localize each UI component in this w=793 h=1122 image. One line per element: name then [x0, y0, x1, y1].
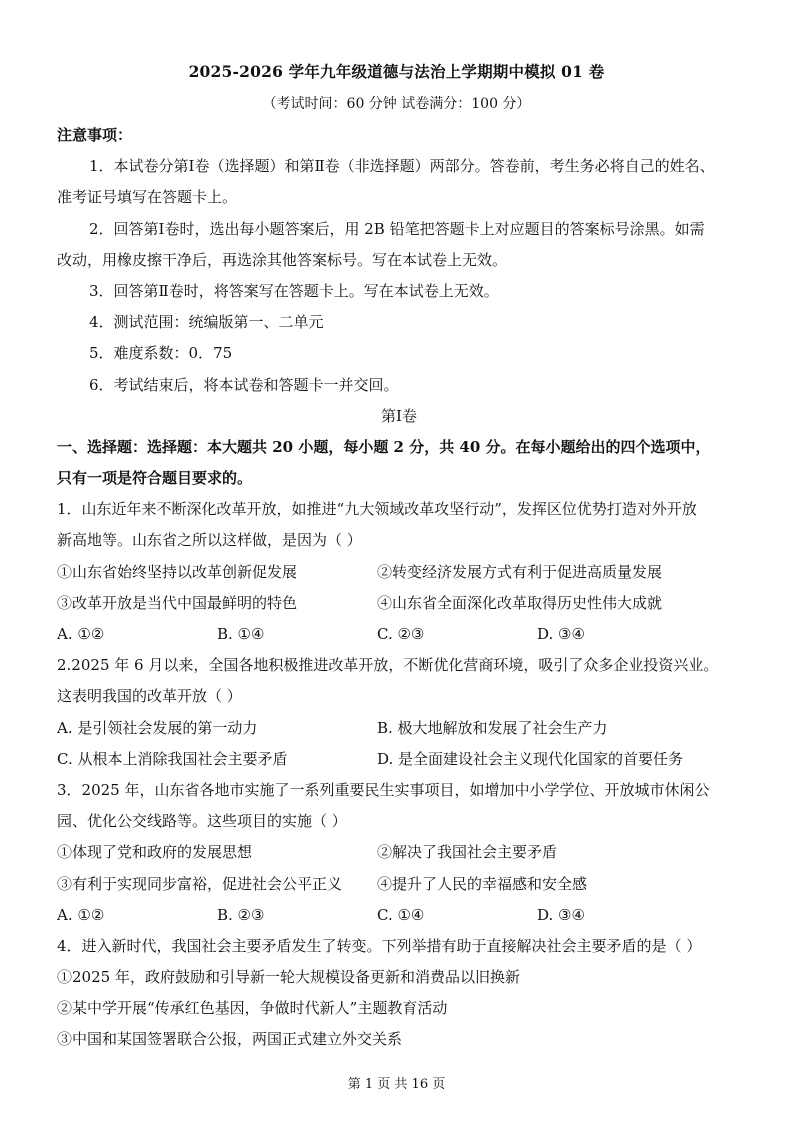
statement: ②某中学开展“传承红色基因，争做时代新人”主题教育活动	[57, 999, 448, 1018]
option-c: C. 从根本上消除我国社会主要矛盾	[57, 749, 288, 768]
statement-row	[57, 837, 741, 868]
notice-item: 4．测试范围：统编版第一、二单元	[89, 313, 324, 332]
statement: ③改革开放是当代中国最鲜明的特色	[57, 593, 298, 612]
option-c: C. ①④	[377, 905, 425, 924]
question-stem: 这表明我国的改革开放（ ）	[57, 687, 242, 706]
statement-row	[57, 557, 741, 588]
notice-item: 改动，用橡皮擦干净后，再选涂其他答案标号。写在本试卷上无效。	[57, 250, 508, 269]
question-stem: 2.2025 年 6 月以来，全国各地积极推进改革开放，不断优化营商环境，吸引了众多企业投资兴业。	[57, 656, 719, 675]
question-stem: 1．山东近年来不断深化改革开放，如推进“九大领域改革攻坚行动”，发挥区位优势打造对外开放	[57, 500, 697, 519]
statement: ①体现了党和政府的发展思想	[57, 843, 253, 862]
option-b: B. ①④	[217, 625, 265, 643]
notice-item: 6．考试结束后，将本试卷和答题卡一并交回。	[89, 375, 399, 394]
volume-label: 第Ⅰ卷	[381, 406, 417, 425]
notice-item: 2．回答第Ⅰ卷时，选出每小题答案后，用 2B 铅笔把答题卡上对应题目的答案标号涂黑。如需	[89, 219, 705, 238]
option-a: A. 是引领社会发展的第一动力	[57, 718, 258, 737]
notice-item: 5．难度系数：0．75	[89, 344, 233, 363]
notice-heading: 注意事项：	[57, 126, 133, 144]
exam-content	[57, 120, 741, 1056]
option-a: A. ①②	[57, 905, 105, 924]
statement-row	[57, 588, 741, 619]
question-stem: 新高地等。山东省之所以这样做，是因为（ ）	[57, 531, 362, 550]
options-row	[57, 744, 741, 775]
statement: ②转变经济发展方式有利于促进高质量发展	[377, 562, 663, 581]
options-row	[57, 713, 741, 744]
question-stem: 园、优化公交线路等。这些项目的实施（ ）	[57, 812, 347, 831]
page-number: 第 1 页 共 16 页	[347, 1077, 446, 1092]
exam-subtitle: （考试时间：60 分钟 试卷满分：100 分）	[262, 96, 531, 112]
statement-row	[57, 869, 741, 900]
exam-title: 2025-2026 学年九年级道德与法治上学期期中模拟 01 卷	[188, 62, 605, 81]
option-d: D. ③④	[537, 905, 585, 924]
option-c: C. ②③	[377, 625, 425, 643]
statement: ①山东省始终坚持以改革创新促发展	[57, 562, 298, 581]
option-d: D. ③④	[537, 625, 585, 643]
section-heading: 只有一项是符合题目要求的。	[57, 469, 253, 488]
option-a: A. ①②	[57, 625, 105, 643]
question-stem: 3．2025 年，山东省各地市实施了一系列重要民生实事项目，如增加中小学学位、开放城市休闲公	[57, 780, 710, 799]
statement: ④山东省全面深化改革取得历史性伟大成就	[377, 593, 663, 612]
notice-item: 3．回答第Ⅱ卷时，将答案写在答题卡上。写在本试卷上无效。	[89, 281, 499, 300]
notice-item: 1．本试卷分第Ⅰ卷（选择题）和第Ⅱ卷（非选择题）两部分。答卷前，考生务必将自己的姓名、	[89, 157, 715, 176]
statement: ④提升了人民的幸福感和安全感	[377, 874, 588, 893]
option-d: D. 是全面建设社会主义现代化国家的首要任务	[377, 749, 684, 768]
option-b: B. 极大地解放和发展了社会生产力	[377, 718, 608, 737]
options-row	[57, 619, 741, 650]
question-stem: 4．进入新时代，我国社会主要矛盾发生了转变。下列举措有助于直接解决社会主要矛盾的是（ ）	[57, 936, 702, 955]
options-row	[57, 900, 741, 931]
statement: ③有利于实现同步富裕，促进社会公平正义	[57, 874, 343, 893]
statement: ③中国和某国签署联合公报，两国正式建立外交关系	[57, 1030, 403, 1049]
section-heading: 一、选择题：选择题：本大题共 20 小题，每小题 2 分，共 40 分。在每小题给出的四个选项中，	[57, 437, 711, 456]
notice-item: 准考证号填写在答题卡上。	[57, 188, 238, 207]
statement: ①2025 年，政府鼓励和引导新一轮大规模设备更新和消费品以旧换新	[57, 968, 520, 987]
option-b: B. ②③	[217, 905, 265, 924]
statement: ②解决了我国社会主要矛盾	[377, 843, 558, 862]
